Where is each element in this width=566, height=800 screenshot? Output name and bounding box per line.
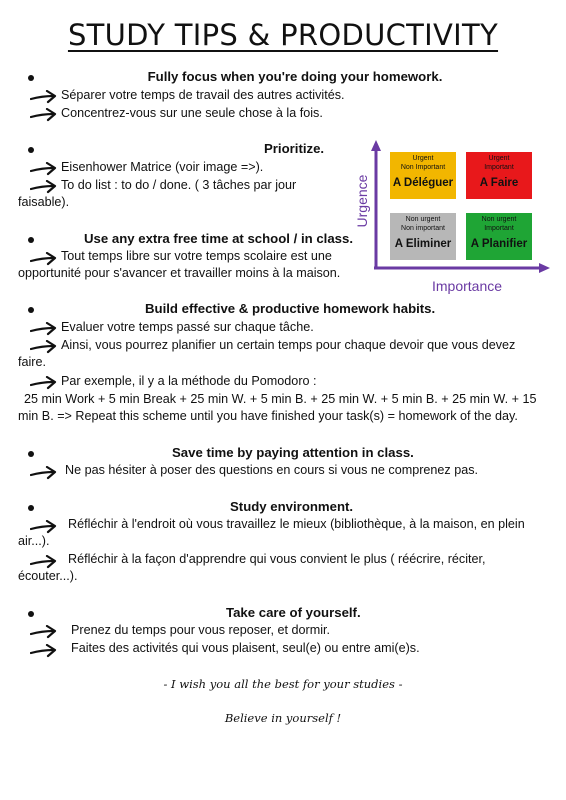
cell-label: A Faire	[479, 177, 519, 189]
arrow-icon	[30, 322, 58, 336]
tip-line: Prenez du temps pour vous reposer, et dormir.	[71, 623, 331, 637]
bullet	[28, 237, 34, 243]
arrow-icon	[30, 520, 58, 534]
tip-line: Tout temps libre sur votre temps scolaire est une	[61, 249, 332, 263]
tip-line: Réfléchir à l'endroit où vous travaillez le mieux (bibliothèque, à la maison, en plein	[68, 517, 525, 531]
tip-line: To do list : to do / done. ( 3 tâches par jour	[61, 178, 297, 192]
section-heading-yourself: Take care of yourself.	[226, 605, 361, 620]
cell-line1: Urgent	[412, 155, 434, 162]
tip-line: Séparer votre temps de travail des autres activités.	[61, 88, 345, 102]
cell-label: A Eliminer	[394, 238, 452, 250]
bullet	[28, 451, 34, 457]
section-heading-habits: Build effective & productive homework habits.	[145, 301, 436, 316]
x-axis-label: Importance	[432, 278, 503, 294]
tip-line: Réfléchir à la façon d'apprendre qui vous convient le plus ( réécrire, réciter,	[68, 552, 486, 566]
tip-line: Faites des activités qui vous plaisent, seul(e) ou entre ami(e)s.	[71, 641, 420, 655]
arrow-icon	[30, 252, 58, 266]
tip-line: min B. => Repeat this scheme until you have finished your task(s) = homework of the day.	[18, 409, 518, 423]
arrow-icon	[30, 376, 58, 390]
cell-label: A Déléguer	[392, 177, 454, 189]
arrow-icon	[30, 108, 58, 122]
arrow-icon	[30, 180, 58, 194]
bullet	[28, 147, 34, 153]
section-heading-freetime: Use any extra free time at school / in class.	[84, 231, 353, 246]
tip-line: Par exemple, il y a la méthode du Pomodoro :	[61, 374, 317, 388]
bullet	[28, 307, 34, 313]
cell-line1: Urgent	[488, 155, 510, 162]
y-axis-label: Urgence	[354, 174, 370, 228]
tip-line: faire.	[18, 355, 46, 369]
cell-line2: Non Important	[400, 164, 446, 171]
eisenhower-matrix	[352, 138, 552, 298]
tip-line: Eisenhower Matrice (voir image =>).	[61, 160, 264, 174]
bullet	[28, 505, 34, 511]
matrix-cell-faire	[466, 152, 532, 199]
tip-line: faisable).	[18, 195, 70, 209]
section-heading-environment: Study environment.	[230, 499, 354, 514]
tip-line: écouter...).	[18, 569, 78, 583]
cell-line2: Non important	[401, 225, 445, 232]
tip-line: Ainsi, vous pourrez planifier un certain temps pour chaque devoir que vous devez	[61, 338, 516, 352]
tip-line: Ne pas hésiter à poser des questions en cours si vous ne comprenez pas.	[65, 463, 479, 477]
bullet	[28, 611, 34, 617]
matrix-cell-planifier	[466, 213, 532, 260]
cell-line1: Non urgent	[481, 216, 517, 223]
matrix-cell-eliminer	[390, 213, 456, 260]
section-heading-focus: Fully focus when you're doing your homework.	[147, 69, 443, 84]
cell-line1: Non urgent	[405, 216, 441, 223]
arrow-icon	[30, 162, 58, 176]
footer-wish: - I wish you all the best for your studies -	[163, 677, 403, 691]
arrow-icon	[30, 555, 58, 569]
cell-line2: Important	[484, 164, 514, 171]
tip-line: Evaluer votre temps passé sur chaque tâche.	[61, 320, 314, 334]
arrow-icon	[30, 466, 58, 480]
arrow-icon	[30, 340, 58, 354]
cell-line2: Important	[484, 225, 514, 232]
tip-line: 25 min Work + 5 min Break + 25 min W. + 5 min B. + 25 min W. + 5 min B. + 25 min W. + 15	[24, 392, 537, 406]
arrow-icon	[30, 625, 58, 639]
arrow-icon	[30, 90, 58, 104]
footer-believe: Believe in yourself !	[224, 711, 342, 725]
tip-line: opportunité pour s'avancer et travailler moins à la maison.	[18, 266, 341, 280]
section-heading-attention: Save time by paying attention in class.	[172, 445, 414, 460]
section-heading-prioritize: Prioritize.	[264, 141, 325, 156]
arrow-icon	[30, 644, 58, 658]
page-title: STUDY TIPS & PRODUCTIVITY	[67, 18, 499, 52]
tip-line: air...).	[18, 534, 50, 548]
tip-line: Concentrez-vous sur une seule chose à la fois.	[61, 106, 323, 120]
matrix-cell-deleguer	[390, 152, 456, 199]
cell-label: A Planifier	[470, 238, 528, 250]
